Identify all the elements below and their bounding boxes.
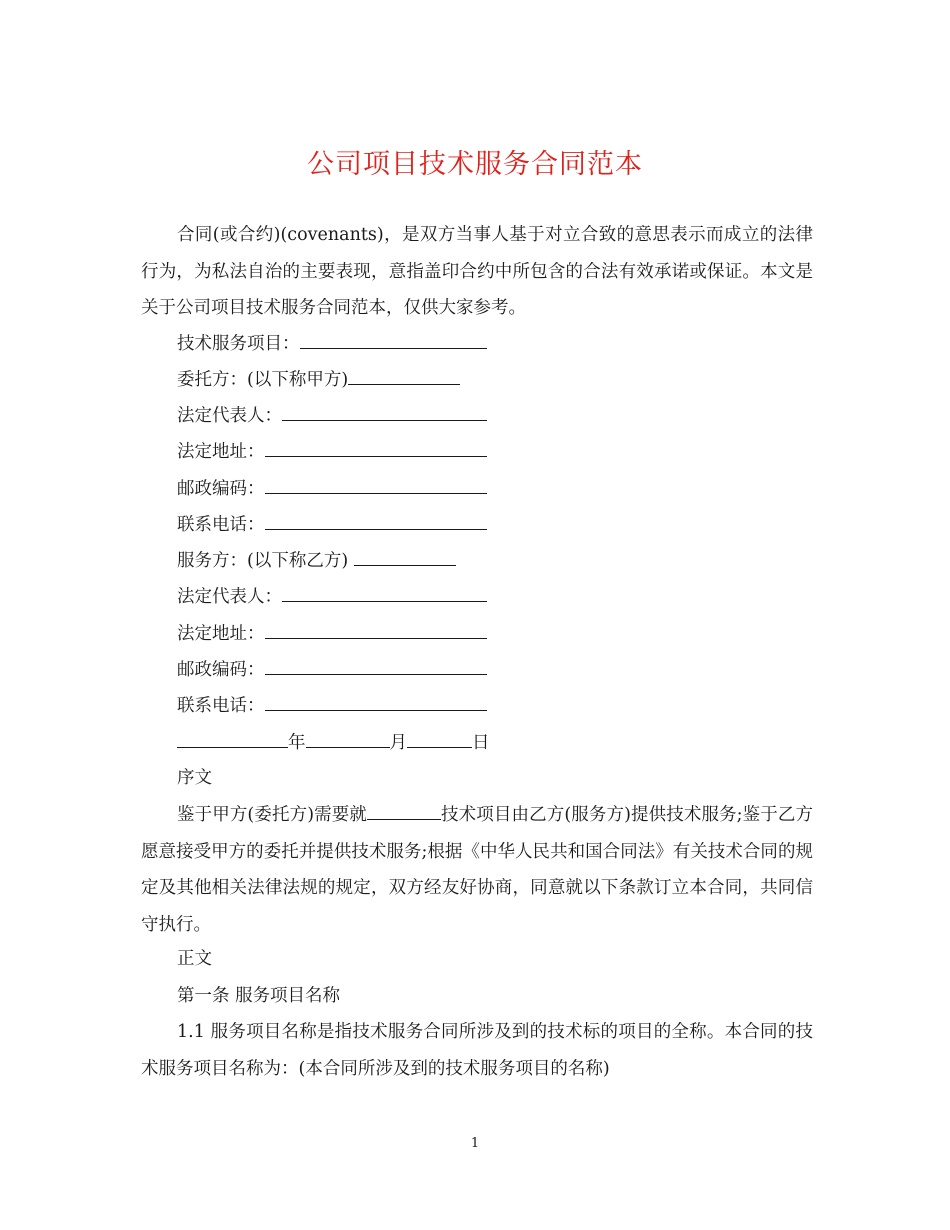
field-client-postcode xyxy=(177,476,487,501)
field-project xyxy=(177,331,487,356)
field-client-rep-label: 法定代表人： xyxy=(177,406,282,426)
field-provider-rep xyxy=(177,584,487,609)
field-client-postcode-blank xyxy=(265,476,487,494)
date-month-label: 月 xyxy=(389,733,407,753)
article1-heading: 第一条 服务项目名称 xyxy=(177,986,341,1006)
field-provider-postcode-label: 邮政编码： xyxy=(177,660,265,680)
preamble-heading: 序文 xyxy=(177,768,212,788)
field-client-address-label: 法定地址： xyxy=(177,442,265,462)
document-title: 公司项目技术服务合同范本 xyxy=(307,149,643,180)
article1-1-paragraph: 1.1 服务项目名称是指技术服务合同所涉及到的技术标的项目的全称。本合同的技术服务项目名称为：(本合同所涉及到的技术服务项目的名称) xyxy=(141,1022,813,1079)
field-client-phone-label: 联系电话： xyxy=(177,515,265,535)
field-provider-phone-label: 联系电话： xyxy=(177,696,265,716)
field-client-postcode-label: 邮政编码： xyxy=(177,479,265,499)
date-day-blank xyxy=(407,730,472,748)
date-year-blank xyxy=(177,730,288,748)
date-month-blank xyxy=(306,730,390,748)
field-provider xyxy=(177,548,456,573)
date-day-label: 日 xyxy=(472,733,490,753)
field-provider-label: 服务方：(以下称乙方) xyxy=(177,551,354,571)
field-project-blank xyxy=(300,331,487,349)
date-line xyxy=(177,730,490,755)
body-heading: 正文 xyxy=(177,949,212,969)
field-project-label: 技术服务项目： xyxy=(177,334,300,354)
field-provider-blank xyxy=(354,548,456,566)
field-client-phone-blank xyxy=(265,512,487,530)
field-provider-address-blank xyxy=(265,621,487,639)
field-provider-rep-label: 法定代表人： xyxy=(177,587,282,607)
field-client xyxy=(177,367,460,392)
preamble-project-blank xyxy=(367,802,441,820)
page-number: 1 xyxy=(470,1136,480,1151)
field-client-rep xyxy=(177,403,487,428)
field-provider-rep-blank xyxy=(282,584,487,602)
field-provider-phone xyxy=(177,693,487,718)
field-provider-phone-blank xyxy=(265,693,487,711)
field-client-phone xyxy=(177,512,487,537)
field-client-address xyxy=(177,439,487,464)
field-client-blank xyxy=(348,367,460,385)
field-provider-address-label: 法定地址： xyxy=(177,624,265,644)
field-client-label: 委托方：(以下称甲方) xyxy=(177,370,349,390)
date-year-label: 年 xyxy=(288,733,306,753)
field-client-address-blank xyxy=(265,439,487,457)
preamble-text-part1: 鉴于甲方(委托方)需要就 xyxy=(177,805,367,825)
field-provider-address xyxy=(177,621,487,646)
field-client-rep-blank xyxy=(282,403,487,421)
field-provider-postcode-blank xyxy=(265,657,487,675)
intro-paragraph: 合同(或合约)(covenants)，是双方当事人基于对立合致的意思表示而成立的法律行为，为私法自治的主要表现，意指盖印合约中所包含的合法有效承诺或保证。本文是关于公司项目技术服务合同范本，仅供大家参考。 xyxy=(141,225,813,318)
preamble-paragraph xyxy=(141,797,813,943)
preamble-text-part2: 技术项目由乙方(服务方)提供技术服务;鉴于乙方愿意接受甲方的委托并提供技术服务;根据《中华人民共和国合同法》有关技术合同的规定及其他相关法律法规的规定，双方经友好协商，同意就以下条款订立本合同，共同信守执行。 xyxy=(141,805,813,935)
field-provider-postcode xyxy=(177,657,487,682)
